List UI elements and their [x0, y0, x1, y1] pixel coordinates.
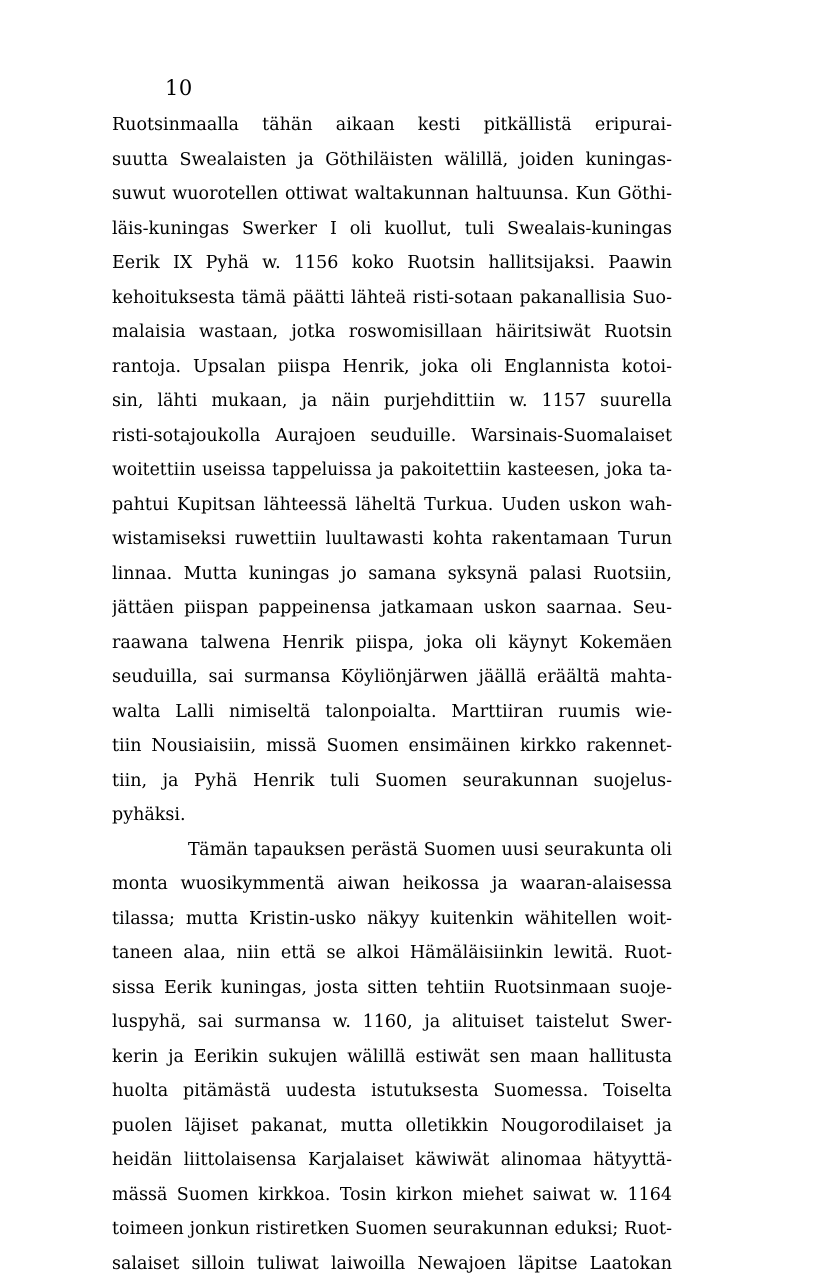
text-line: luspyhä, sai surmansa w. 1160, ja alituiset taistelut Swer- — [112, 1012, 672, 1032]
text-line: linnaa. Mutta kuningas jo samana syksynä palasi Ruotsiin, — [112, 563, 672, 584]
text-line: läis-kuningas Swerker I oli kuollut, tuli Swealais-kuningas — [112, 218, 672, 239]
page-number: 10 — [165, 76, 193, 100]
text-line: salaiset silloin tuliwat laiwoilla Newajoen läpitse Laatokan — [112, 1253, 672, 1274]
text-line: tiin Nousiaisiin, missä Suomen ensimäinen kirkko rakennet- — [112, 736, 672, 756]
text-line: pahtui Kupitsan lähteessä läheltä Turkua. Uuden uskon wah- — [112, 494, 672, 515]
text-line: suwut wuorotellen ottiwat waltakunnan haltuunsa. Kun Göthi- — [112, 184, 672, 204]
text-line: heidän liittolaisensa Karjalaiset käwiwät alinomaa hätyyttä- — [112, 1150, 672, 1170]
text-line: rantoja. Upsalan piispa Henrik, joka oli Englannista kotoi- — [112, 356, 672, 377]
text-line: mässä Suomen kirkkoa. Tosin kirkon miehet saiwat w. 1164 — [112, 1184, 672, 1205]
text-line: seuduilla, sai surmansa Köyliönjärwen jäällä eräältä mahta- — [112, 667, 672, 687]
text-line: huolta pitämästä uudesta istutuksesta Suomessa. Toiselta — [112, 1081, 672, 1101]
text-line: walta Lalli nimiseltä talonpoialta. Marttiiran ruumis wie- — [112, 701, 672, 722]
text-line: puolen läjiset pakanat, mutta olletikkin Nougorodilaiset ja — [112, 1115, 672, 1136]
text-line: malaisia wastaan, jotka roswomisillaan häiritsiwät Ruotsin — [112, 322, 672, 342]
text-line: tilassa; mutta Kristin-usko näkyy kuitenkin wähitellen woit- — [112, 908, 672, 929]
text-line: risti-sotajoukolla Aurajoen seuduille. Warsinais-Suomalaiset — [112, 425, 672, 446]
text-line: toimeen jonkun ristiretken Suomen seurakunnan eduksi; Ruot- — [112, 1219, 672, 1239]
text-line: jättäen piispan pappeinensa jatkamaan uskon saarnaa. Seu- — [112, 598, 672, 618]
text-line: kehoituksesta tämä päätti lähteä risti-sotaan pakanallisia Suo- — [112, 287, 672, 308]
text-line: Ruotsinmaalla tähän aikaan kesti pitkällistä eripurai- — [112, 115, 672, 135]
text-line: pyhäksi. — [112, 805, 186, 825]
text-line: Tämän tapauksen perästä Suomen uusi seurakunta oli — [188, 839, 672, 860]
text-line: wistamiseksi ruwettiin luultawasti kohta rakentamaan Turun — [112, 529, 672, 549]
text-line: tiin, ja Pyhä Henrik tuli Suomen seurakunnan suojelus- — [112, 770, 672, 791]
text-line: sin, lähti mukaan, ja näin purjehdittiin w. 1157 suurella — [112, 391, 672, 411]
text-line: raawana talwena Henrik piispa, joka oli käynyt Kokemäen — [112, 632, 672, 653]
text-line: kerin ja Eerikin sukujen wälillä estiwät sen maan hallitusta — [112, 1046, 672, 1067]
text-line: woitettiin useissa tappeluissa ja pakoitettiin kasteesen, joka ta- — [112, 460, 672, 480]
text-line: taneen alaa, niin että se alkoi Hämäläisiinkin lewitä. Ruot- — [112, 943, 672, 963]
text-line: monta wuosikymmentä aiwan heikossa ja waaran-alaisessa — [112, 874, 672, 894]
text-line: sissa Eerik kuningas, josta sitten tehtiin Ruotsinmaan suoje- — [112, 977, 672, 998]
text-line: Eerik IX Pyhä w. 1156 koko Ruotsin hallitsijaksi. Paawin — [112, 253, 672, 273]
text-line: suutta Swealaisten ja Göthiläisten wälillä, joiden kuningas- — [112, 149, 672, 170]
